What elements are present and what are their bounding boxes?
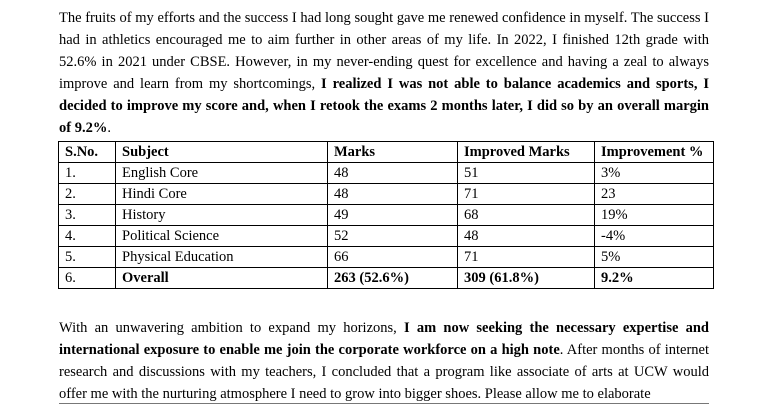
cell-improvement: -4% xyxy=(595,226,714,247)
table-row xyxy=(59,205,714,226)
table-header-row xyxy=(59,142,714,163)
cell-sno: 6. xyxy=(59,268,116,289)
cell-improved: 51 xyxy=(458,163,595,184)
cell-marks: 52 xyxy=(328,226,458,247)
closing-paragraph xyxy=(59,317,709,405)
closing-plain-text-1: With an unwavering ambition to expand my horizons, xyxy=(59,320,404,336)
closing-plain-text-2: . After months of internet research and discussions with my teachers, I concluded that a program like associate of arts at UCW would offer me with the nurturing atmosphere I need to grow into bigger shoes. Please allow me to elaborate xyxy=(59,342,709,402)
cell-sno: 4. xyxy=(59,226,116,247)
header-improved-marks: Improved Marks xyxy=(458,142,595,163)
cell-sno: 5. xyxy=(59,247,116,268)
header-improvement: Improvement % xyxy=(595,142,714,163)
cell-improvement: 23 xyxy=(595,184,714,205)
table-row xyxy=(59,247,714,268)
header-subject: Subject xyxy=(116,142,328,163)
header-marks: Marks xyxy=(328,142,458,163)
cell-subject: Physical Education xyxy=(116,247,328,268)
cell-marks: 49 xyxy=(328,205,458,226)
header-sno: S.No. xyxy=(59,142,116,163)
intro-bold-text: I realized I was not able to balance academics and sports, I decided to improve my score and, when I retook the exams 2 months later, I did so by an overall margin of 9.2% xyxy=(59,76,709,136)
intro-end: . xyxy=(107,120,111,136)
cell-marks: 66 xyxy=(328,247,458,268)
intro-plain-text: The fruits of my efforts and the success I had long sought gave me renewed confidence in myself. The success I had in athletics encouraged me to aim further in other areas of my life. In 2022, I finished 12th grade with 52.6% in 2021 under CBSE. However, in my never-ending quest for excellence and having a zeal to always improve and learn from my shortcomings, xyxy=(59,10,709,92)
cell-subject: English Core xyxy=(116,163,328,184)
cell-subject: Overall xyxy=(116,268,328,289)
table-row xyxy=(59,184,714,205)
cell-improved: 71 xyxy=(458,184,595,205)
page-cut-line xyxy=(59,403,709,404)
cell-subject: Political Science xyxy=(116,226,328,247)
cell-marks: 48 xyxy=(328,163,458,184)
closing-bold-text: I am now seeking the necessary expertise and international exposure to enable me join the corporate workforce on a high note xyxy=(59,320,709,358)
cell-subject: History xyxy=(116,205,328,226)
cell-improvement: 5% xyxy=(595,247,714,268)
cell-improved: 309 (61.8%) xyxy=(458,268,595,289)
marks-table xyxy=(58,141,714,289)
cell-improved: 68 xyxy=(458,205,595,226)
cell-improved: 71 xyxy=(458,247,595,268)
table-row xyxy=(59,226,714,247)
cell-marks: 263 (52.6%) xyxy=(328,268,458,289)
cell-improvement: 19% xyxy=(595,205,714,226)
cell-sno: 2. xyxy=(59,184,116,205)
cell-subject: Hindi Core xyxy=(116,184,328,205)
cell-improvement: 3% xyxy=(595,163,714,184)
table-row xyxy=(59,163,714,184)
table-row-overall xyxy=(59,268,714,289)
cell-marks: 48 xyxy=(328,184,458,205)
intro-paragraph xyxy=(59,7,709,139)
cell-improved: 48 xyxy=(458,226,595,247)
cell-sno: 3. xyxy=(59,205,116,226)
cell-improvement: 9.2% xyxy=(595,268,714,289)
cell-sno: 1. xyxy=(59,163,116,184)
